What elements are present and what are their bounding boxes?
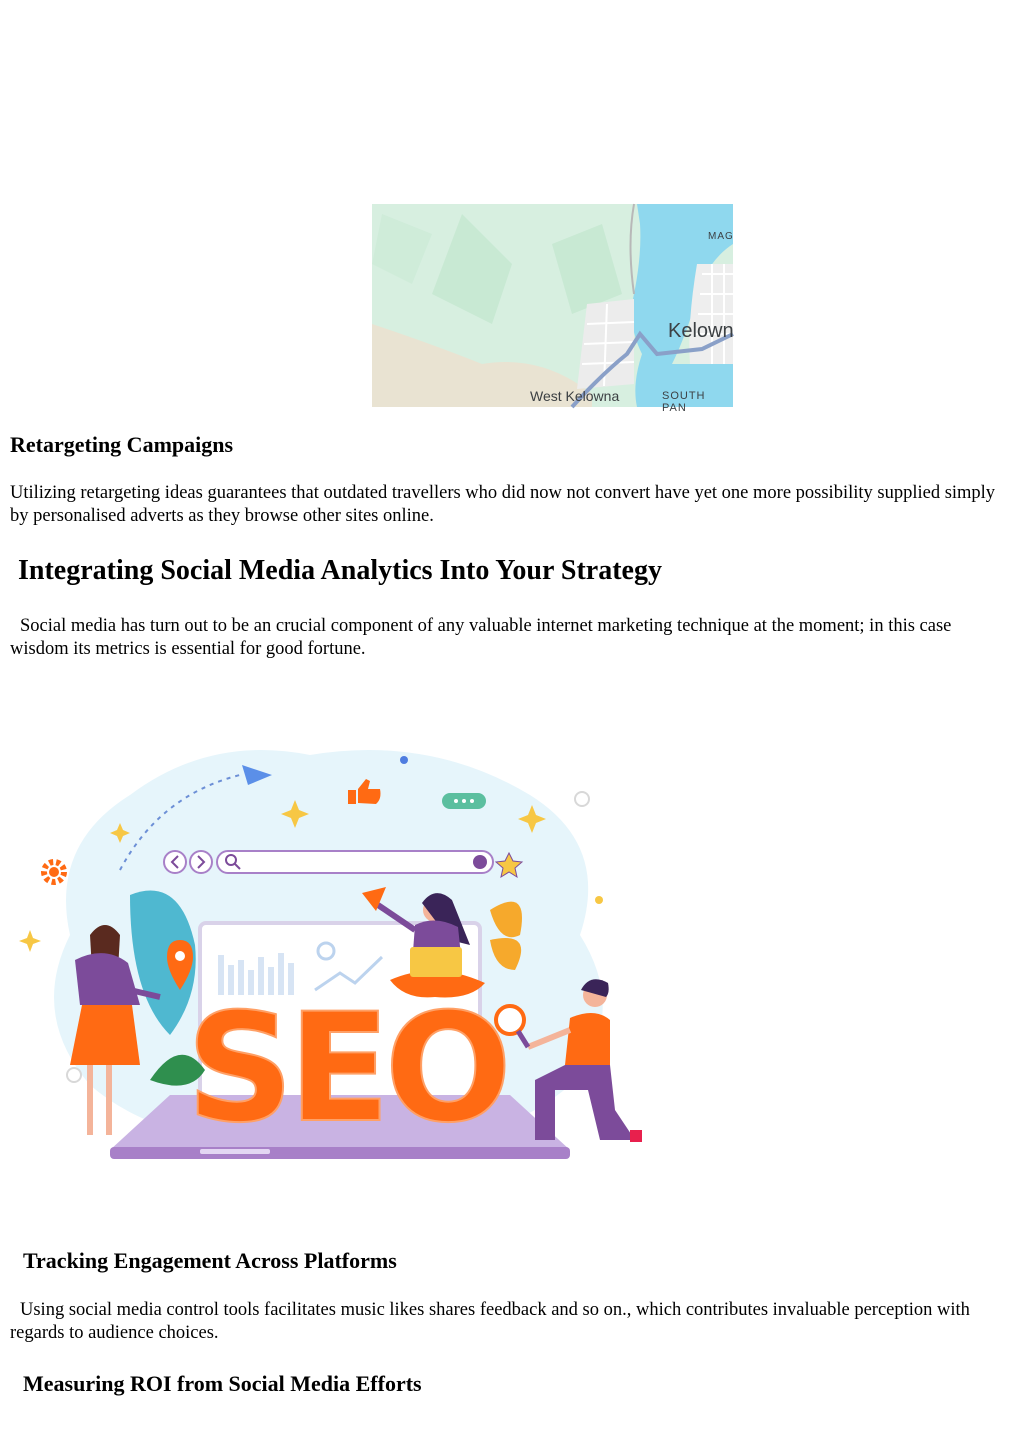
section-body-integrating: Social media has turn out to be an crucial component of any valuable internet marketing technique at the moment; in this case wisdom its metrics is essential for good fortune. [10,616,952,659]
seo-text: SEO [186,982,507,1156]
map-label-south-pandosy: SOUTH PAN [662,390,706,414]
seo-illustration [10,735,660,1175]
section-heading-integrating: Integrating Social Media Analytics Into Your Strategy [18,555,662,586]
section-body-retargeting: Utilizing retargeting ideas guarantees that outdated travellers who did now not convert have yet one more possibility supplied simply by personalised adverts as they browse other sites online. [10,483,996,526]
map-image [372,204,734,414]
section-heading-measuring: Measuring ROI from Social Media Efforts [23,1371,422,1396]
map-graphic [372,204,733,407]
section-heading-retargeting: Retargeting Campaigns [10,432,234,457]
seo-illustration-graphic [10,735,660,1175]
section-body-tracking: Using social media control tools facilitates music likes shares feedback and so on., which contributes invaluable perception with regards to audience choices. [10,1300,970,1343]
map-label-district-top: MAG [708,231,734,242]
map-label-west-kelowna: West Kelowna [530,388,620,404]
map-label-kelowna: Kelown [668,320,734,342]
section-heading-tracking: Tracking Engagement Across Platforms [23,1248,397,1273]
